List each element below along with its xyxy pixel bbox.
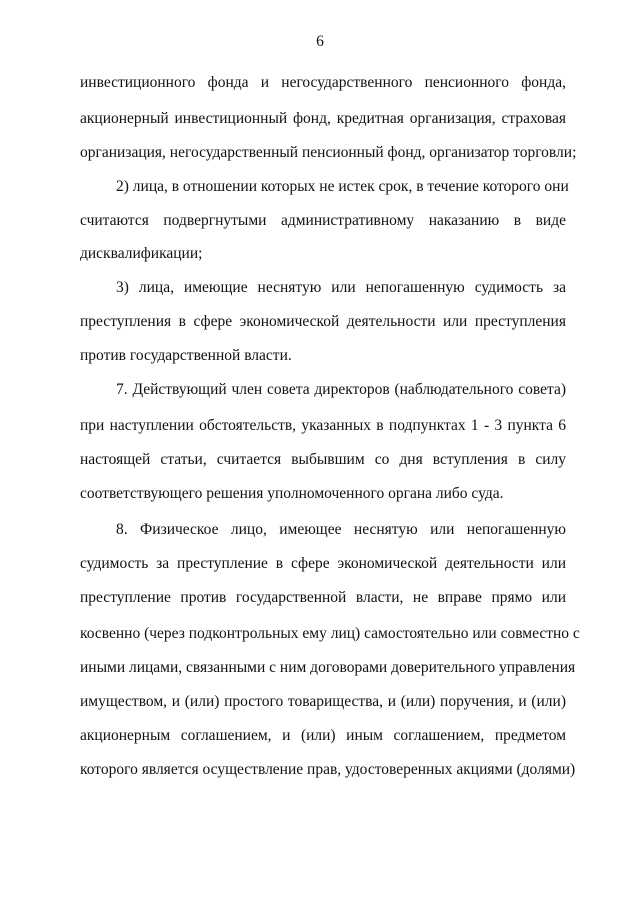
text-line: 3) лица, имеющие неснятую или непогашенную судимость за (116, 279, 566, 296)
text-line: акционерным соглашением, и (или) иным соглашением, предметом (80, 727, 566, 744)
text-line: которого является осуществление прав, удостоверенных акциями (долями) (80, 761, 576, 778)
text-line: против государственной власти. (80, 347, 292, 364)
text-line: иными лицами, связанными с ним договорами доверительного управления (80, 659, 576, 676)
text-line: косвенно (через подконтрольных ему лиц) самостоятельно или совместно с (80, 625, 580, 642)
text-line: настоящей статьи, считается выбывшим со дня вступления в силу (80, 451, 566, 468)
text-line: преступления в сфере экономической деятельности или преступления (80, 313, 566, 330)
text-line: акционерный инвестиционный фонд, кредитная организация, страховая (80, 110, 566, 127)
text-line: дисквалификации; (80, 245, 203, 262)
text-line: инвестиционного фонда и негосударственного пенсионного фонда, (80, 74, 566, 91)
text-line: судимость за преступление в сфере экономической деятельности или (80, 555, 566, 572)
text-line: преступление против государственной власти, не вправе прямо или (80, 589, 566, 606)
text-line: организация, негосударственный пенсионный фонд, организатор торговли; (80, 144, 577, 161)
text-line: 2) лица, в отношении которых не истек срок, в течение которого они (116, 178, 569, 195)
text-line: соответствующего решения уполномоченного органа либо суда. (80, 485, 504, 502)
page-number: 6 (316, 33, 324, 50)
text-line: при наступлении обстоятельств, указанных в подпунктах 1 - 3 пункта 6 (80, 417, 566, 434)
text-line: считаются подвергнутыми административному наказанию в виде (80, 212, 566, 229)
text-line: имуществом, и (или) простого товарищества, и (или) поручения, и (или) (80, 693, 566, 710)
text-line: 8. Физическое лицо, имеющее неснятую или непогашенную (116, 521, 566, 538)
text-line: 7. Действующий член совета директоров (наблюдательного совета) (116, 381, 566, 398)
